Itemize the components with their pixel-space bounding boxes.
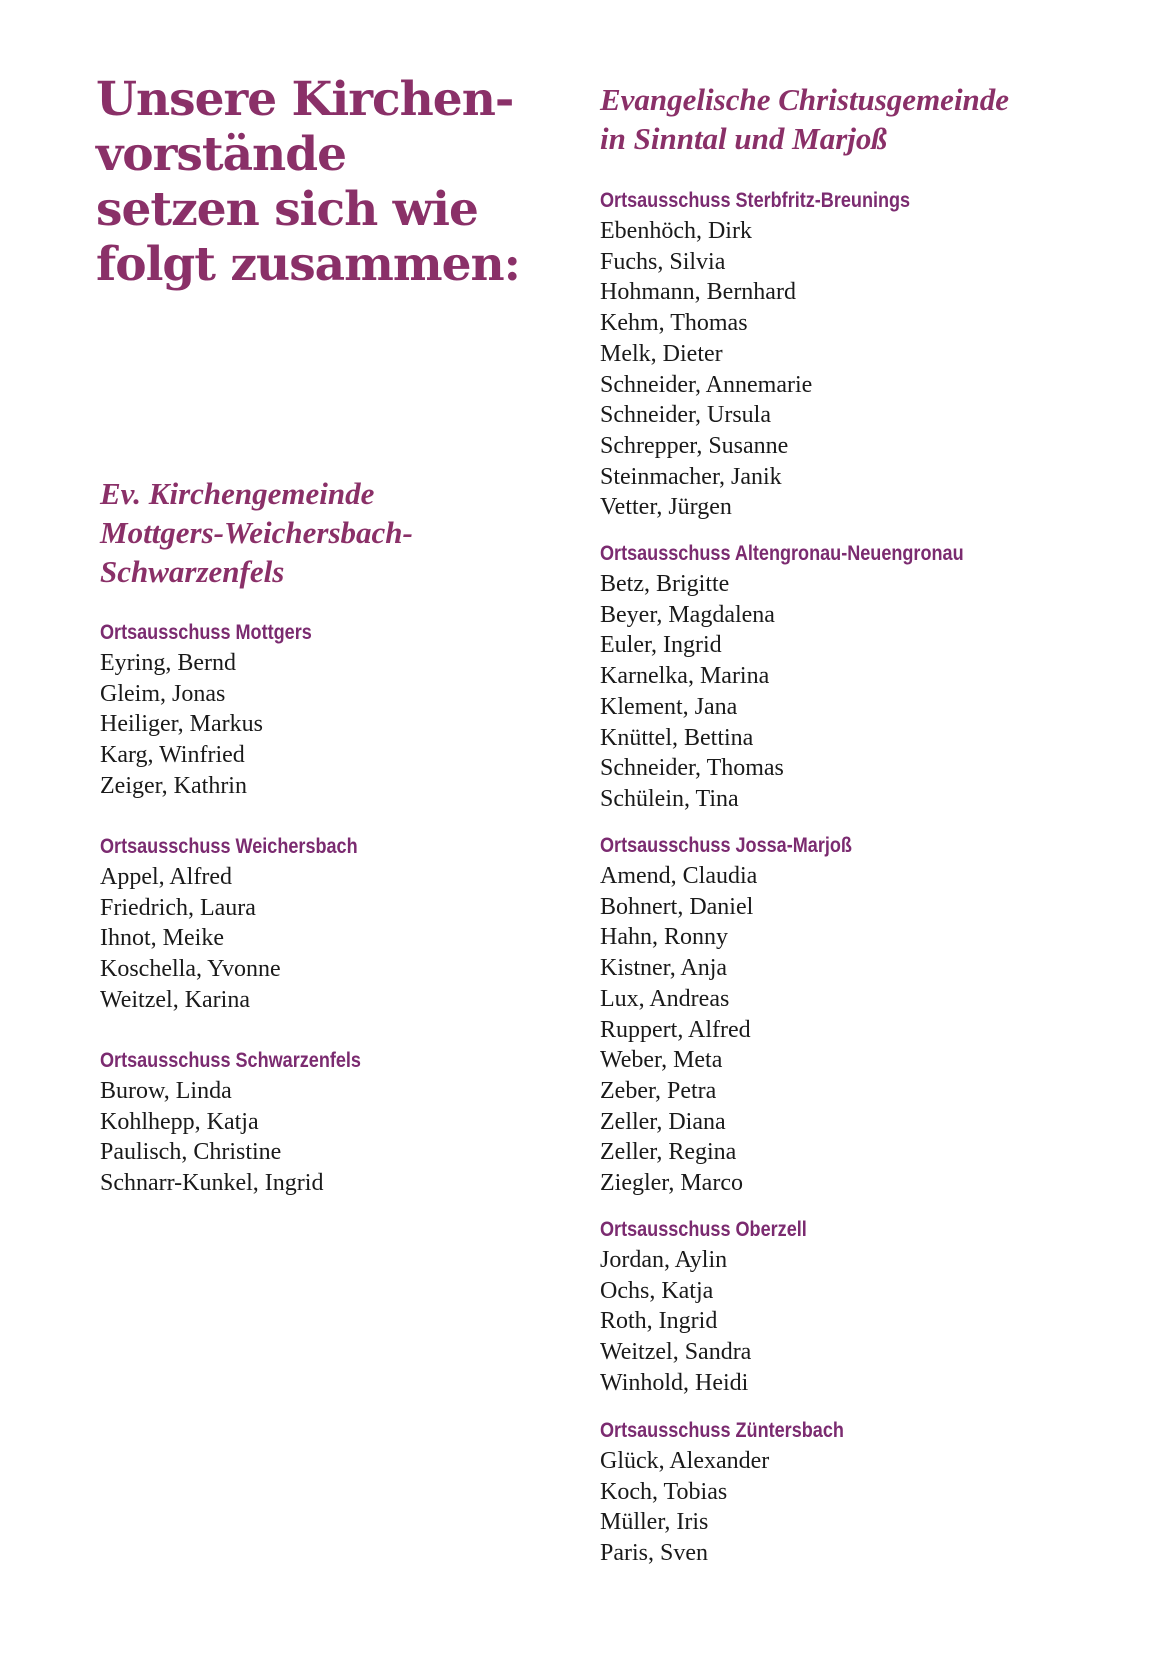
member-list bbox=[100, 648, 346, 802]
page-title-line: vorstände bbox=[96, 127, 346, 182]
committee-sterbfritz-breunings bbox=[600, 186, 961, 523]
member-list bbox=[600, 569, 1023, 815]
member-name: Burow, Linda bbox=[100, 1078, 232, 1104]
member-name: Paris, Sven bbox=[600, 1540, 708, 1567]
committee-title: Ortsausschuss Sterbfritz-Breunings bbox=[600, 189, 911, 212]
member-list bbox=[100, 1076, 403, 1199]
member-name: Kehm, Thomas bbox=[600, 310, 748, 337]
member-name: Melk, Dieter bbox=[600, 340, 723, 367]
member-list bbox=[600, 216, 961, 523]
member-name: Hohmann, Bernhard bbox=[600, 279, 796, 306]
parish-heading-line: Mottgers-Weichersbach- bbox=[100, 515, 413, 550]
committee-title: Ortsausschuss Mottgers bbox=[100, 621, 312, 644]
page-title bbox=[96, 72, 521, 292]
member-name: Schülein, Tina bbox=[600, 785, 739, 812]
member-name: Ziegler, Marco bbox=[600, 1170, 743, 1197]
committee-zuentersbach bbox=[600, 1416, 884, 1569]
committee-mottgers bbox=[100, 618, 346, 802]
committee-jossa-marjoss bbox=[600, 831, 893, 1199]
member-name: Koschella, Yvonne bbox=[100, 956, 281, 983]
member-name: Karnelka, Marina bbox=[600, 663, 770, 690]
committee-oberzell bbox=[600, 1215, 840, 1399]
member-name: Paulisch, Christine bbox=[100, 1139, 282, 1166]
member-name: Vetter, Jürgen bbox=[600, 494, 732, 521]
member-name: Klement, Jana bbox=[600, 693, 738, 720]
member-name: Steinmacher, Janik bbox=[600, 463, 782, 490]
member-list bbox=[600, 861, 893, 1199]
committee-schwarzenfels bbox=[100, 1046, 403, 1199]
member-name: Zeber, Petra bbox=[600, 1077, 717, 1104]
committee-weichersbach bbox=[100, 832, 400, 1016]
page-title-line: folgt zusammen: bbox=[96, 237, 521, 292]
member-name: Ihnot, Meike bbox=[100, 925, 224, 952]
member-list bbox=[600, 1245, 840, 1399]
member-name: Weber, Meta bbox=[600, 1047, 723, 1074]
member-name: Bohnert, Daniel bbox=[600, 893, 754, 920]
committee-altengronau-neuengronau bbox=[600, 539, 1023, 815]
member-list bbox=[600, 1446, 884, 1569]
member-name: Schneider, Ursula bbox=[600, 402, 771, 429]
member-name: Ruppert, Alfred bbox=[600, 1016, 751, 1043]
member-name: Fuchs, Silvia bbox=[600, 248, 726, 275]
member-name: Friedrich, Laura bbox=[100, 894, 256, 921]
parish-heading-line: Ev. Kirchengemeinde bbox=[100, 476, 375, 511]
member-name: Ochs, Katja bbox=[600, 1277, 714, 1304]
parish-heading-mottgers bbox=[100, 474, 413, 591]
member-name: Kistner, Anja bbox=[600, 955, 728, 982]
member-name: Glück, Alexander bbox=[600, 1448, 770, 1474]
member-name: Koch, Tobias bbox=[600, 1478, 728, 1505]
parish-heading-christusgemeinde bbox=[600, 80, 1009, 158]
member-name: Winhold, Heidi bbox=[600, 1369, 749, 1396]
committee-title: Ortsausschuss Züntersbach bbox=[600, 1419, 844, 1442]
member-name: Weitzel, Karina bbox=[100, 986, 250, 1013]
parish-heading-line: Schwarzenfels bbox=[100, 554, 285, 589]
member-name: Weitzel, Sandra bbox=[600, 1339, 752, 1366]
member-name: Ebenhöch, Dirk bbox=[600, 218, 752, 244]
member-name: Jordan, Aylin bbox=[600, 1247, 728, 1273]
member-name: Eyring, Bernd bbox=[100, 650, 236, 676]
committee-title: Ortsausschuss Jossa-Marjoß bbox=[600, 834, 852, 857]
member-name: Kohlhepp, Katja bbox=[100, 1108, 259, 1135]
committee-title: Ortsausschuss Altengronau-Neuengronau bbox=[600, 542, 964, 565]
member-name: Zeller, Diana bbox=[600, 1108, 726, 1135]
member-name: Schrepper, Susanne bbox=[600, 432, 789, 459]
member-name: Amend, Claudia bbox=[600, 863, 758, 889]
member-name: Betz, Brigitte bbox=[600, 571, 730, 597]
member-name: Hahn, Ronny bbox=[600, 924, 728, 951]
member-name: Euler, Ingrid bbox=[600, 632, 722, 659]
member-name: Gleim, Jonas bbox=[100, 680, 226, 707]
member-name: Appel, Alfred bbox=[100, 864, 232, 890]
page-title-line: Unsere Kirchen- bbox=[96, 72, 514, 127]
member-name: Zeller, Regina bbox=[600, 1139, 737, 1166]
member-name: Müller, Iris bbox=[600, 1509, 709, 1536]
committee-title: Ortsausschuss Schwarzenfels bbox=[100, 1049, 361, 1072]
parish-heading-line: Evangelische Christusgemeinde bbox=[600, 82, 1010, 117]
member-name: Schnarr-Kunkel, Ingrid bbox=[100, 1170, 324, 1197]
committee-title: Ortsausschuss Weichersbach bbox=[100, 835, 358, 858]
page-title-line: setzen sich wie bbox=[96, 182, 478, 237]
parish-heading-line: in Sinntal und Marjoß bbox=[600, 121, 887, 156]
committee-title: Ortsausschuss Oberzell bbox=[600, 1218, 807, 1241]
member-name: Knüttel, Bettina bbox=[600, 724, 754, 751]
member-name: Karg, Winfried bbox=[100, 742, 245, 769]
member-name: Zeiger, Kathrin bbox=[100, 772, 247, 799]
member-name: Lux, Andreas bbox=[600, 985, 730, 1012]
member-name: Roth, Ingrid bbox=[600, 1308, 718, 1335]
member-name: Schneider, Annemarie bbox=[600, 371, 813, 398]
member-name: Schneider, Thomas bbox=[600, 755, 784, 782]
member-list bbox=[100, 862, 400, 1016]
member-name: Heiliger, Markus bbox=[100, 711, 263, 738]
member-name: Beyer, Magdalena bbox=[600, 601, 775, 628]
